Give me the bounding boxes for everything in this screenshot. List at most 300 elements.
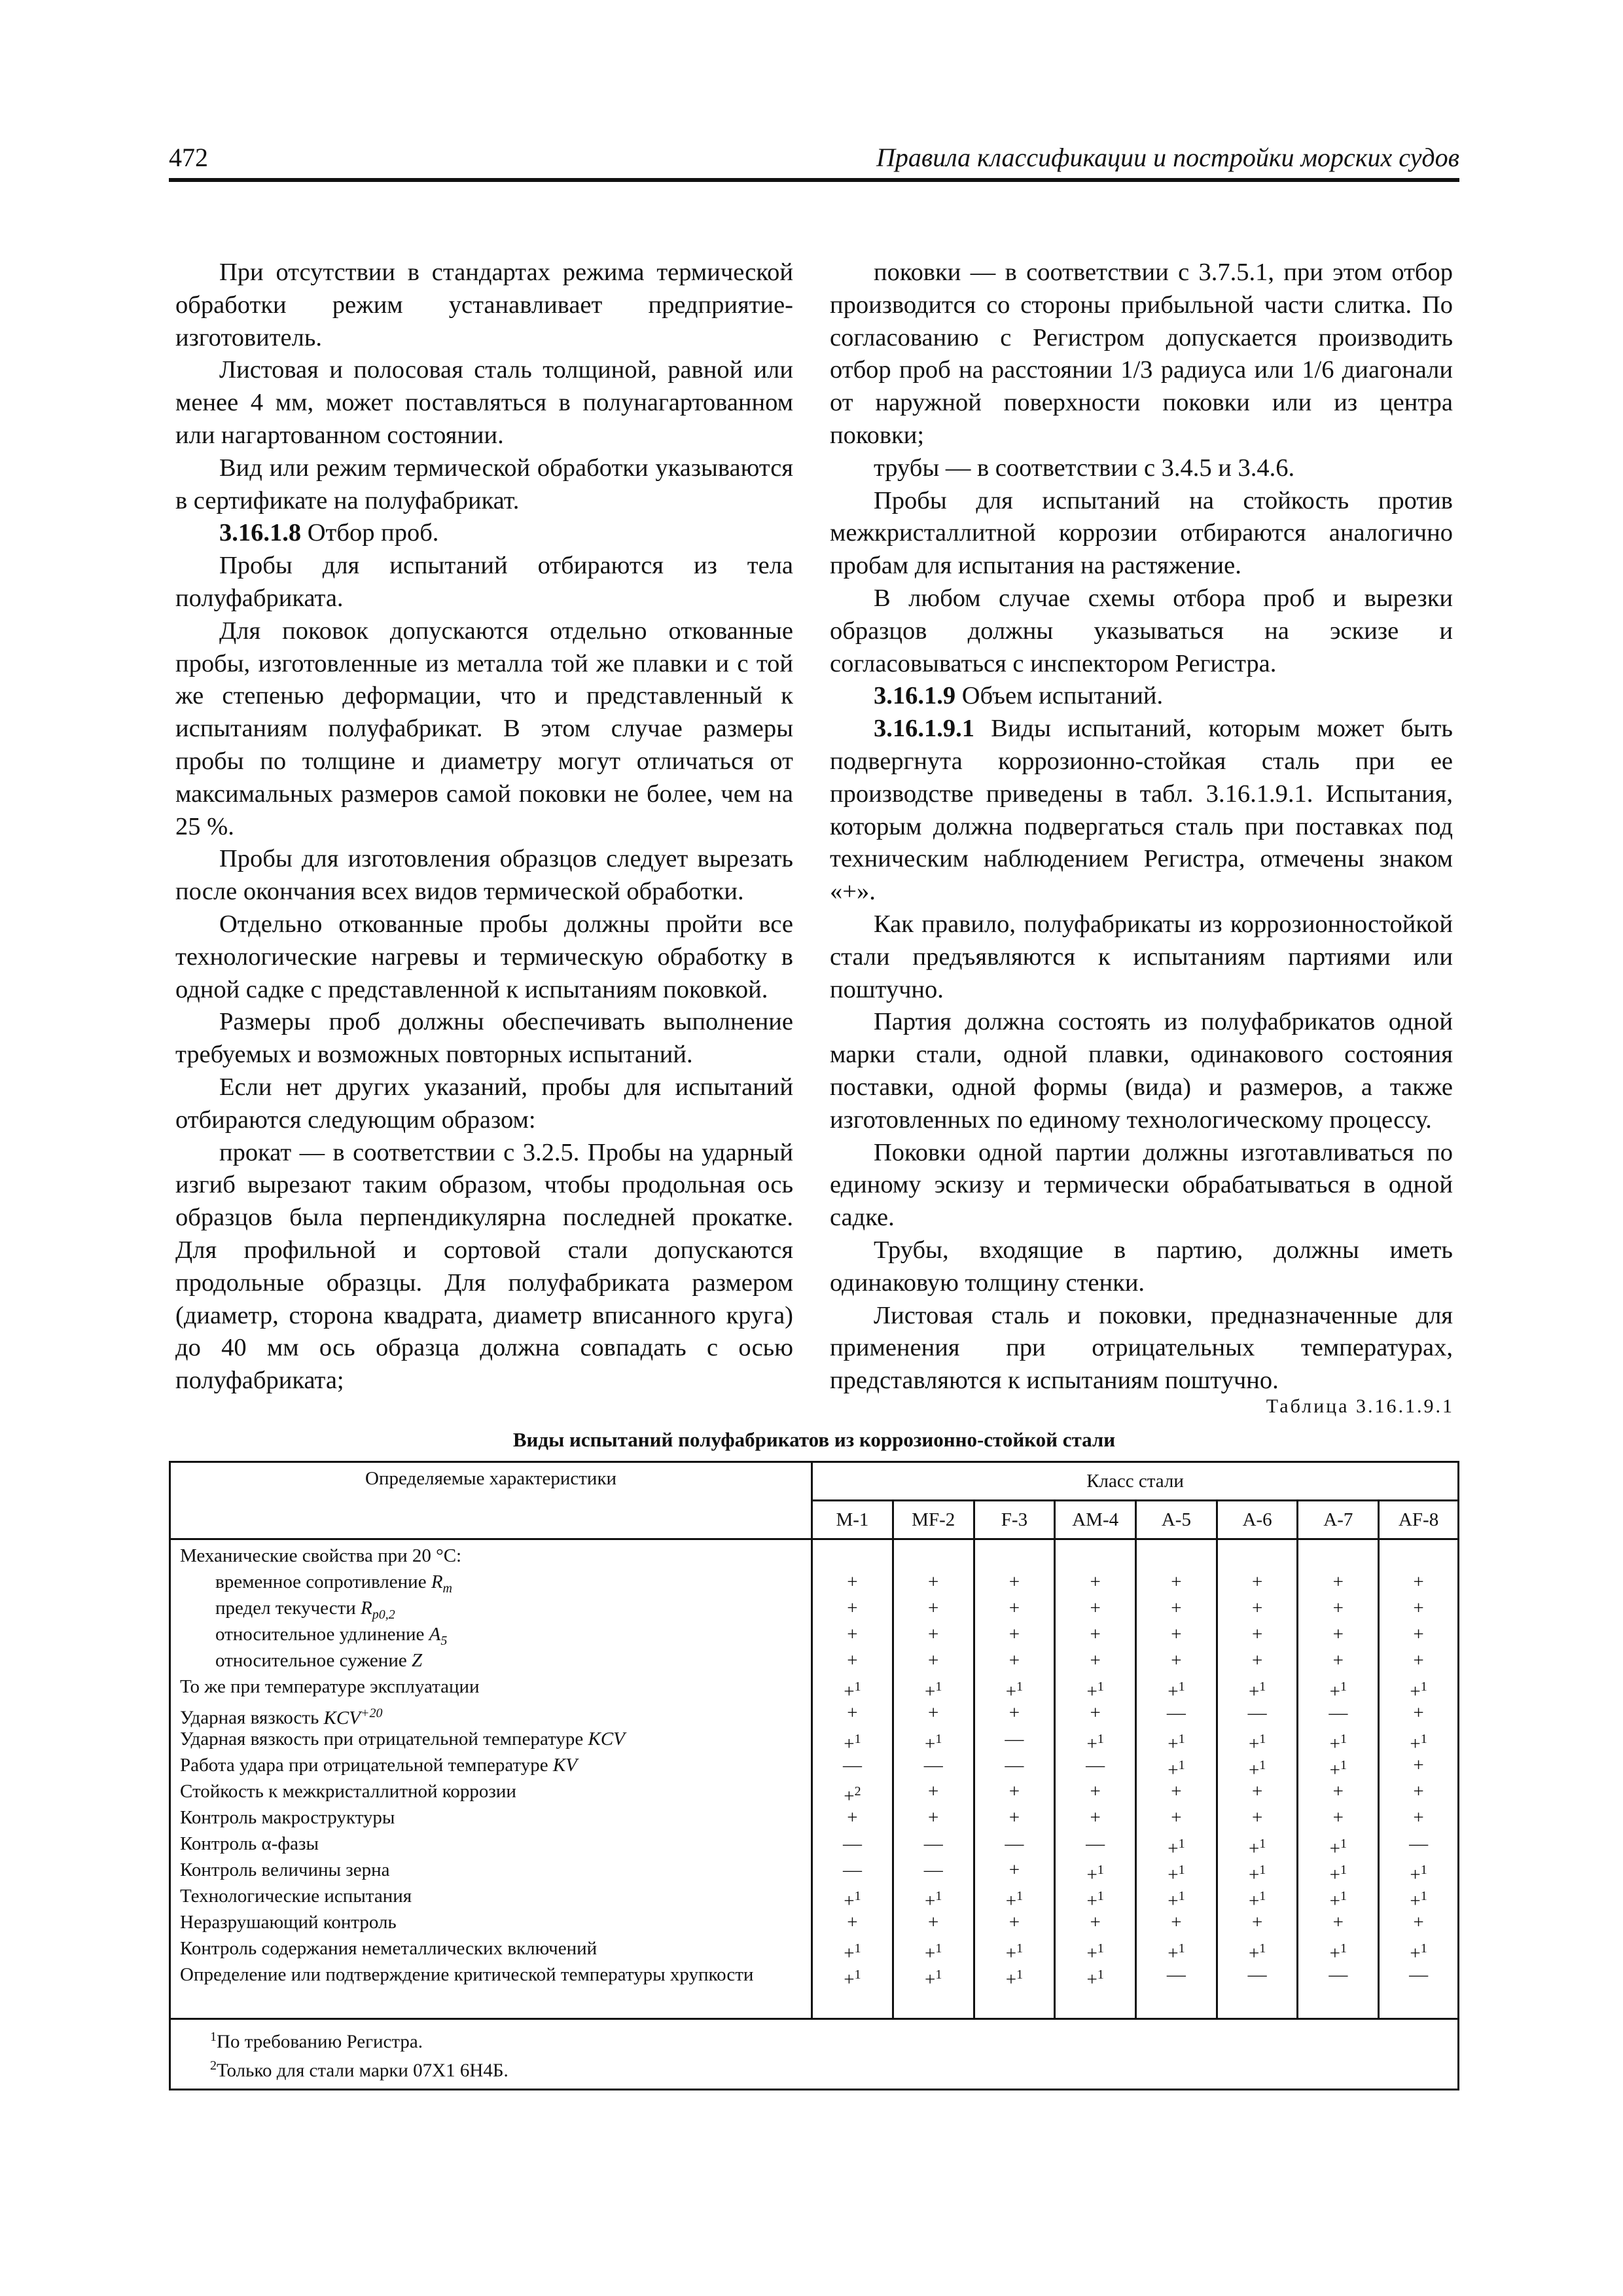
mark-cell — [1298, 1675, 1378, 1701]
footnote-text: Только для стали марки 07Х1 6Н4Б. — [217, 2060, 508, 2081]
mark-symbol: + — [1090, 1598, 1101, 1619]
mark-cell — [1298, 1596, 1378, 1623]
footnote-ref: 1 — [935, 1889, 942, 1903]
footnote-ref: 1 — [1259, 1941, 1266, 1956]
running-title: Правила классификации и постройки морских судов — [876, 143, 1459, 172]
right-column — [830, 257, 1453, 1397]
mark-cell — [894, 1832, 973, 1858]
mark-cell — [1380, 1544, 1457, 1570]
mark-cell — [894, 1858, 973, 1884]
mark-symbol: — — [923, 1755, 943, 1776]
mark-cell — [813, 1701, 892, 1727]
mark-cell — [894, 1753, 973, 1780]
mark-symbol: + — [1251, 1598, 1263, 1619]
row-label-text: Неразрушающий контроль — [180, 1912, 397, 1933]
paragraph — [830, 713, 1453, 908]
footnote-ref: 1 — [935, 1967, 942, 1982]
footnote-ref: 1 — [1340, 1941, 1347, 1956]
section-text: Виды испытаний, которым может быть подвергнута коррозионно-стойкая сталь при ее производстве приведены в табл. 3.16.1.9.1. Испытания, которым должна подвергаться сталь при поставках под техническим наблюдением Регистра, отмечены знаком «+». — [830, 715, 1453, 906]
mark-cell — [1218, 1649, 1297, 1675]
mark-cell — [1137, 1858, 1216, 1884]
footnote-ref: 1 — [1178, 1889, 1185, 1903]
row-label-text: Работа удара при отрицательной температуре — [180, 1755, 553, 1776]
footnote-ref: 1 — [854, 1732, 861, 1746]
mark-symbol: + — [1171, 1807, 1182, 1828]
mark-symbol: — — [1247, 1964, 1267, 1985]
mark-cell — [1380, 1937, 1457, 1963]
mark-cell — [1298, 1701, 1378, 1727]
row-label-text: Контроль макроструктуры — [180, 1807, 395, 1828]
mark-symbol: + — [928, 1598, 939, 1619]
footnote-ref: 1 — [1178, 1758, 1185, 1772]
footnote-ref: 2 — [854, 1784, 861, 1799]
mark-cell — [1218, 1753, 1297, 1780]
mark-symbol: — — [842, 1833, 862, 1854]
mark-symbol: + — [1248, 1943, 1260, 1964]
footnote-ref: 1 — [854, 1941, 861, 1956]
mark-cell — [1137, 1675, 1216, 1701]
mark-symbol: + — [1005, 1943, 1017, 1964]
symbol: $R_{p0,2}$ — [361, 1598, 395, 1622]
mark-symbol: + — [1329, 1838, 1340, 1859]
mark-symbol: + — [1413, 1598, 1424, 1619]
mark-symbol: + — [1413, 1624, 1424, 1645]
row-label — [180, 1570, 807, 1596]
left-column — [175, 257, 793, 1397]
footnote-ref: 1 — [1259, 1758, 1266, 1772]
row-label-text: Стойкость к межкристаллитной коррозии — [180, 1781, 516, 1802]
mark-symbol: + — [1332, 1807, 1344, 1828]
mark-symbol: + — [1248, 1759, 1260, 1781]
mark-cell — [1218, 1937, 1297, 1963]
paragraph — [830, 680, 1453, 713]
mark-symbol: + — [1086, 1969, 1097, 1990]
footnote-ref: 1 — [1016, 1679, 1024, 1694]
mark-symbol: + — [925, 1890, 936, 1912]
mark-symbol: + — [1090, 1807, 1101, 1828]
mark-symbol: + — [1413, 1912, 1424, 1933]
mark-cell — [1298, 1832, 1378, 1858]
mark-cell — [1056, 1753, 1135, 1780]
mark-symbol: + — [925, 1681, 936, 1702]
paragraph — [175, 517, 793, 550]
mark-symbol: + — [1168, 1943, 1179, 1964]
grade-column — [1217, 1539, 1298, 2019]
mark-cell — [1298, 1937, 1378, 1963]
row-label-text: Контроль α-фазы — [180, 1833, 319, 1854]
mark-cell — [894, 1806, 973, 1832]
mark-cell — [894, 1570, 973, 1596]
footnote-ref: 1 — [1259, 1863, 1266, 1877]
mark-symbol: — — [923, 1859, 943, 1880]
mark-cell — [1218, 1596, 1297, 1623]
mark-cell — [813, 1910, 892, 1937]
row-label — [180, 1884, 807, 1910]
footnote-ref: 1 — [1259, 1889, 1266, 1903]
mark-cell — [975, 1806, 1054, 1832]
mark-cell — [1056, 1596, 1135, 1623]
mark-symbol: + — [1413, 1650, 1424, 1671]
mark-symbol: + — [1332, 1650, 1344, 1671]
mark-symbol: + — [1413, 1702, 1424, 1723]
paragraph: Размеры проб должны обеспечивать выполнение требуемых и возможных повторных испытаний. — [175, 1008, 793, 1069]
mark-cell — [1137, 1727, 1216, 1753]
mark-symbol: + — [1090, 1702, 1101, 1723]
mark-cell — [1218, 1832, 1297, 1858]
table-body-row — [170, 1539, 1459, 2019]
mark-cell — [1380, 1675, 1457, 1701]
mark-cell — [813, 1675, 892, 1701]
paragraph: При отсутствии в стандартах режима термической обработки режим устанавливает предприятие-изготовитель. — [175, 259, 793, 351]
mark-cell — [1056, 1623, 1135, 1649]
mark-cell — [975, 1858, 1054, 1884]
mark-cell — [1380, 1806, 1457, 1832]
mark-symbol: + — [1008, 1598, 1020, 1619]
row-label-text: временное сопротивление — [215, 1571, 431, 1592]
row-label-text: относительное удлинение — [215, 1624, 429, 1645]
grade-header: AF-8 — [1379, 1501, 1459, 1539]
mark-symbol: — — [1329, 1702, 1348, 1723]
mark-symbol: + — [1332, 1912, 1344, 1933]
mark-cell — [813, 1753, 892, 1780]
footnote-mark: 2 — [210, 2058, 217, 2073]
mark-symbol: + — [1008, 1859, 1020, 1880]
mark-cell — [1218, 1858, 1297, 1884]
mark-cell — [894, 1780, 973, 1806]
mark-cell — [1380, 1963, 1457, 2015]
mark-cell — [1218, 1623, 1297, 1649]
mark-cell — [894, 1963, 973, 2015]
mark-symbol: + — [1329, 1943, 1340, 1964]
mark-cell — [1056, 1780, 1135, 1806]
footnote-ref: 1 — [1340, 1837, 1347, 1851]
mark-symbol: + — [1248, 1681, 1260, 1702]
mark-cell — [1218, 1884, 1297, 1910]
symbol: $KCV^{+20}$ — [323, 1706, 383, 1729]
mark-symbol: + — [1171, 1624, 1182, 1645]
mark-cell — [1056, 1858, 1135, 1884]
mark-cell — [813, 1858, 892, 1884]
mark-cell — [1056, 1544, 1135, 1570]
mark-symbol: + — [928, 1702, 939, 1723]
footnote-ref: 1 — [1097, 1889, 1104, 1903]
grade-column — [1298, 1539, 1379, 2019]
mark-cell — [813, 1832, 892, 1858]
mark-symbol: + — [1251, 1571, 1263, 1592]
mark-cell — [975, 1832, 1054, 1858]
mark-symbol: + — [1008, 1702, 1020, 1723]
mark-cell — [975, 1570, 1054, 1596]
row-label — [180, 1832, 807, 1858]
row-label-text: предел текучести — [215, 1598, 361, 1619]
mark-cell — [1380, 1623, 1457, 1649]
mark-cell — [894, 1701, 973, 1727]
mark-cell — [1380, 1858, 1457, 1884]
mark-symbol: + — [844, 1890, 855, 1912]
footnote-text: По требованию Регистра. — [217, 2031, 423, 2053]
mark-symbol: + — [1332, 1624, 1344, 1645]
mark-symbol: + — [847, 1598, 858, 1619]
paragraph: трубы — в соответствии с 3.4.5 и 3.4.6. — [874, 454, 1295, 482]
mark-cell — [1298, 1858, 1378, 1884]
paragraph: Как правило, полуфабрикаты из коррозионностойкой стали предъявляются к испытаниям партиями или поштучно. — [830, 910, 1453, 1003]
mark-symbol: — — [1409, 1964, 1429, 1985]
mark-symbol: + — [1090, 1571, 1101, 1592]
footnote-ref: 1 — [1016, 1889, 1024, 1903]
row-label — [180, 1858, 807, 1884]
mark-cell — [1380, 1780, 1457, 1806]
row-label — [180, 1596, 807, 1623]
mark-symbol: + — [1410, 1943, 1421, 1964]
footnote-ref: 1 — [1178, 1837, 1185, 1851]
row-label — [180, 1910, 807, 1937]
footnote-ref: 1 — [854, 1967, 861, 1982]
mark-symbol: + — [1248, 1864, 1260, 1886]
mark-symbol: + — [1168, 1890, 1179, 1912]
footnote-ref: 1 — [1097, 1863, 1104, 1877]
mark-cell — [1056, 1649, 1135, 1675]
mark-symbol: + — [1329, 1890, 1340, 1912]
mark-cell — [1218, 1544, 1297, 1570]
mark-symbol: + — [1168, 1681, 1179, 1702]
mark-symbol: + — [1410, 1681, 1421, 1702]
mark-cell — [1056, 1884, 1135, 1910]
mark-symbol: + — [1086, 1943, 1097, 1964]
mark-cell — [975, 1727, 1054, 1753]
mark-symbol: + — [847, 1571, 858, 1592]
mark-symbol: — — [1166, 1702, 1186, 1723]
mark-cell — [894, 1596, 973, 1623]
mark-symbol: — — [1329, 1964, 1348, 1985]
mark-symbol: + — [1005, 1681, 1017, 1702]
grade-header: F-3 — [974, 1501, 1055, 1539]
grade-header: A-5 — [1136, 1501, 1217, 1539]
mark-symbol: + — [844, 1733, 855, 1755]
paragraph: Пробы для изготовления образцов следует вырезать после окончания всех видов термической обработки. — [175, 845, 793, 906]
mark-cell — [894, 1727, 973, 1753]
mark-symbol: + — [1168, 1838, 1179, 1859]
mark-cell — [894, 1544, 973, 1570]
row-label — [180, 1806, 807, 1832]
mark-symbol: — — [1005, 1729, 1024, 1749]
row-label-text: относительное сужение — [215, 1650, 412, 1671]
mark-symbol: + — [1086, 1681, 1097, 1702]
symbol: Z — [411, 1650, 423, 1671]
section-number: 3.16.1.9.1 — [874, 715, 974, 743]
mark-symbol: + — [844, 1681, 855, 1702]
mark-symbol: + — [1005, 1890, 1017, 1912]
row-label-text: Контроль содержания неметаллических включений — [180, 1938, 597, 1959]
grade-column — [893, 1539, 974, 2019]
footnote-ref: 1 — [1340, 1863, 1347, 1877]
mark-cell — [975, 1596, 1054, 1623]
table-footnotes — [170, 2019, 1459, 2090]
mark-symbol: + — [1008, 1624, 1020, 1645]
mark-cell — [1218, 1910, 1297, 1937]
footnote-ref: 1 — [1178, 1863, 1185, 1877]
mark-symbol: — — [1086, 1833, 1105, 1854]
mark-symbol: + — [1168, 1864, 1179, 1886]
characteristics-column — [170, 1539, 812, 2019]
footnote-ref: 1 — [1016, 1941, 1024, 1956]
footnote-ref: 1 — [1420, 1941, 1427, 1956]
mark-cell — [1056, 1832, 1135, 1858]
subscript: m — [442, 1581, 452, 1596]
symbol: $A_5$ — [429, 1624, 448, 1648]
mark-cell — [813, 1806, 892, 1832]
mark-symbol: — — [1005, 1755, 1024, 1776]
footnote-ref: 1 — [1016, 1967, 1024, 1982]
mark-cell — [813, 1884, 892, 1910]
mark-symbol: — — [1005, 1833, 1024, 1854]
mark-cell — [1137, 1649, 1216, 1675]
mark-cell — [1380, 1832, 1457, 1858]
mark-symbol: + — [928, 1781, 939, 1802]
mark-symbol: + — [1090, 1624, 1101, 1645]
mark-cell — [1380, 1570, 1457, 1596]
mark-symbol: + — [1248, 1838, 1260, 1859]
footnote — [210, 2025, 1457, 2054]
mark-symbol: + — [847, 1912, 858, 1933]
table-caption: Таблица 3.16.1.9.1 — [1266, 1395, 1454, 1417]
mark-cell — [1137, 1910, 1216, 1937]
footnote-ref: 1 — [935, 1679, 942, 1694]
mark-symbol: + — [1008, 1912, 1020, 1933]
mark-symbol: + — [1410, 1733, 1421, 1755]
footnote-ref: 1 — [1097, 1732, 1104, 1746]
footnote-ref: 1 — [1097, 1967, 1104, 1982]
footnote-ref: 1 — [1178, 1679, 1185, 1694]
subscript: p0,2 — [372, 1607, 395, 1622]
mark-symbol: + — [1413, 1755, 1424, 1776]
mark-cell — [1218, 1727, 1297, 1753]
paragraph: Поковки одной партии должны изготавливаться по единому эскизу и термически обрабатываться в одной садке. — [830, 1138, 1453, 1232]
mark-cell — [975, 1701, 1054, 1727]
mark-cell — [975, 1963, 1054, 2015]
mark-symbol: + — [928, 1650, 939, 1671]
mark-symbol: + — [1413, 1781, 1424, 1802]
row-label-text: Механические свойства при 20 °С: — [180, 1545, 462, 1566]
mark-symbol: + — [1332, 1598, 1344, 1619]
mark-symbol: + — [1410, 1890, 1421, 1912]
mark-symbol: + — [1171, 1650, 1182, 1671]
col-header-steel-class: Класс стали — [812, 1462, 1459, 1501]
mark-symbol: + — [1251, 1624, 1263, 1645]
mark-symbol: — — [842, 1859, 862, 1880]
mark-cell — [1137, 1570, 1216, 1596]
mark-cell — [1137, 1937, 1216, 1963]
footnote-ref: 1 — [1097, 1679, 1104, 1694]
footnote-ref: 1 — [935, 1941, 942, 1956]
grade-column — [974, 1539, 1055, 2019]
footnote-ref: 1 — [1259, 1732, 1266, 1746]
grade-header: M-1 — [812, 1501, 893, 1539]
grade-column — [812, 1539, 893, 2019]
mark-cell — [894, 1910, 973, 1937]
mark-symbol: + — [928, 1624, 939, 1645]
mark-cell — [1137, 1884, 1216, 1910]
row-label-text: Ударная вязкость при отрицательной температуре — [180, 1729, 588, 1749]
row-label — [180, 1675, 807, 1701]
mark-cell — [894, 1623, 973, 1649]
mark-symbol: — — [1086, 1755, 1105, 1776]
mark-cell — [1137, 1832, 1216, 1858]
grade-header: MF-2 — [893, 1501, 974, 1539]
footnote-ref: 1 — [1340, 1732, 1347, 1746]
mark-symbol: + — [1251, 1781, 1263, 1802]
mark-cell — [1056, 1701, 1135, 1727]
mark-cell — [813, 1544, 892, 1570]
mark-symbol: + — [847, 1624, 858, 1645]
footnote-ref: 1 — [1259, 1679, 1266, 1694]
mark-symbol: + — [1171, 1781, 1182, 1802]
mark-symbol: — — [1166, 1964, 1186, 1985]
mark-cell — [1056, 1910, 1135, 1937]
mark-symbol: + — [1251, 1807, 1263, 1828]
mark-symbol: + — [1008, 1650, 1020, 1671]
mark-symbol: + — [1086, 1864, 1097, 1886]
footnote — [210, 2054, 1457, 2083]
mark-symbol: + — [1008, 1781, 1020, 1802]
mark-cell — [813, 1570, 892, 1596]
footnote-ref: 1 — [1340, 1889, 1347, 1903]
mark-symbol: + — [1090, 1781, 1101, 1802]
mark-cell — [1298, 1780, 1378, 1806]
paragraph: Пробы для испытаний отбираются из тела полуфабриката. — [175, 552, 793, 612]
mark-symbol: + — [1248, 1890, 1260, 1912]
mark-cell — [813, 1596, 892, 1623]
footnote-mark: 1 — [210, 2030, 217, 2044]
paragraph: Вид или режим термической обработки указываются в сертификате на полуфабрикат. — [175, 454, 793, 514]
mark-symbol: + — [1413, 1571, 1424, 1592]
paragraph: Листовая и полосовая сталь толщиной, равной или менее 4 мм, может поставляться в полунагартованном или нагартованном состоянии. — [175, 356, 793, 449]
mark-cell — [975, 1649, 1054, 1675]
mark-cell — [1380, 1753, 1457, 1780]
row-label-text: То же при температуре эксплуатации — [180, 1676, 480, 1697]
mark-cell — [975, 1544, 1054, 1570]
mark-symbol: + — [1008, 1571, 1020, 1592]
mark-cell — [894, 1675, 973, 1701]
mark-symbol: + — [928, 1571, 939, 1592]
section-number: 3.16.1.8 — [219, 519, 302, 547]
mark-symbol: + — [928, 1912, 939, 1933]
mark-cell — [1218, 1806, 1297, 1832]
mark-cell — [1137, 1701, 1216, 1727]
mark-cell — [1218, 1963, 1297, 2015]
grade-column — [1379, 1539, 1459, 2019]
footnote-ref: 1 — [854, 1889, 861, 1903]
mark-cell — [1218, 1675, 1297, 1701]
footnote-ref: 1 — [1420, 1679, 1427, 1694]
symbol: KCV — [588, 1729, 625, 1749]
paragraph: Для поковок допускаются отдельно откованные пробы, изготовленные из металла той же плавки и с той же степенью деформации, что и представленный к испытаниям полуфабрикат. В этом случае размеры пробы по толщине и диаметру могут отличаться от максимальных размеров самой поковки не более, чем на 25 %. — [175, 617, 793, 840]
mark-cell — [813, 1727, 892, 1753]
mark-cell — [1380, 1596, 1457, 1623]
mark-symbol: + — [1248, 1733, 1260, 1755]
mark-cell — [1298, 1963, 1378, 2015]
mark-cell — [1380, 1701, 1457, 1727]
mark-symbol: — — [1409, 1833, 1429, 1854]
footnote-ref: 1 — [1259, 1837, 1266, 1851]
grade-header: A-6 — [1217, 1501, 1298, 1539]
grade-column — [1055, 1539, 1136, 2019]
page-number: 472 — [169, 143, 208, 172]
row-label-text: Контроль величины зерна — [180, 1859, 390, 1880]
paragraph: прокат — в соответствии с 3.2.5. Пробы на ударный изгиб вырезают таким образом, чтобы продольная ось образцов была перпендикулярна последней прокатке. Для профильной и сортовой стали допускаются продольные образцы. Для полуфабриката размером (диаметр, сторона квадрата, диаметр вписанного круга) до 40 мм ось образца должна совпадать с осью полуфабриката; — [175, 1138, 793, 1395]
mark-cell — [1298, 1623, 1378, 1649]
mark-cell — [1056, 1806, 1135, 1832]
table-title: Виды испытаний полуфабрикатов из коррозионно-стойкой стали — [512, 1428, 1116, 1451]
